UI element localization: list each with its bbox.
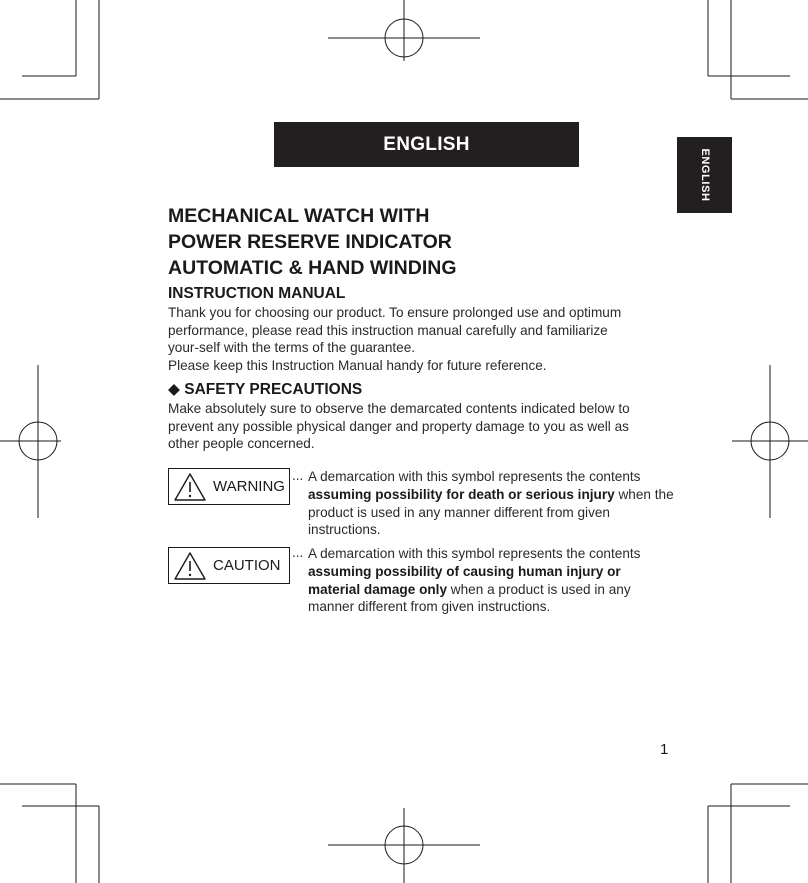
warning-leader-dots: ...	[292, 468, 304, 483]
caution-badge	[168, 547, 290, 584]
diamond-bullet-icon: ◆	[168, 381, 180, 398]
side-language-tab-text: ENGLISH	[698, 148, 711, 202]
title-line: MECHANICAL WATCH WITH	[168, 205, 430, 227]
intro-line: your-self with the terms of the guarantee.	[168, 340, 416, 355]
side-language-tab	[677, 137, 732, 213]
warning-description	[308, 468, 676, 539]
instruction-manual-heading: INSTRUCTION MANUAL	[168, 285, 346, 302]
intro-line: Please keep this Instruction Manual handy for future reference.	[168, 357, 547, 373]
language-banner-text: ENGLISH	[383, 133, 470, 155]
warning-emphasis: assuming possibility for death or serious injury	[308, 486, 615, 502]
caution-intro: A demarcation with this symbol represents the contents	[308, 546, 641, 561]
caution-description	[308, 545, 676, 616]
caution-rest: when a product is used in any manner different from given instructions.	[308, 581, 631, 615]
warning-intro: A demarcation with this symbol represents the contents	[308, 469, 641, 484]
page-number: 1	[660, 741, 669, 758]
document-title	[168, 203, 457, 281]
safety-line: other people concerned.	[168, 436, 315, 451]
caution-emphasis: assuming possibility of causing human injury or material damage only	[308, 563, 621, 597]
intro-line: Thank you for choosing our product. To ensure prolonged use and optimum	[168, 305, 622, 320]
warning-badge	[168, 468, 290, 505]
warning-label: WARNING	[213, 478, 285, 495]
safety-line: prevent any possible physical danger and property damage to you as well as	[168, 418, 629, 434]
safety-paragraph	[168, 400, 674, 453]
caution-leader-dots: ...	[292, 545, 304, 560]
title-line: POWER RESERVE INDICATOR	[168, 231, 452, 253]
warning-triangle-icon	[173, 472, 207, 502]
language-banner	[274, 122, 579, 167]
safety-heading-text: SAFETY PRECAUTIONS	[184, 381, 363, 398]
intro-paragraph	[168, 304, 674, 374]
safety-line: Make absolutely sure to observe the demarcated contents indicated below to	[168, 401, 630, 416]
intro-line: performance, please read this instruction manual carefully and familiarize	[168, 322, 608, 338]
warning-rest: when the product is used in any manner different from given instructions.	[308, 486, 674, 538]
warning-triangle-icon	[173, 551, 207, 581]
title-line: AUTOMATIC & HAND WINDING	[168, 257, 457, 279]
safety-heading	[168, 380, 362, 400]
caution-label: CAUTION	[213, 557, 281, 574]
